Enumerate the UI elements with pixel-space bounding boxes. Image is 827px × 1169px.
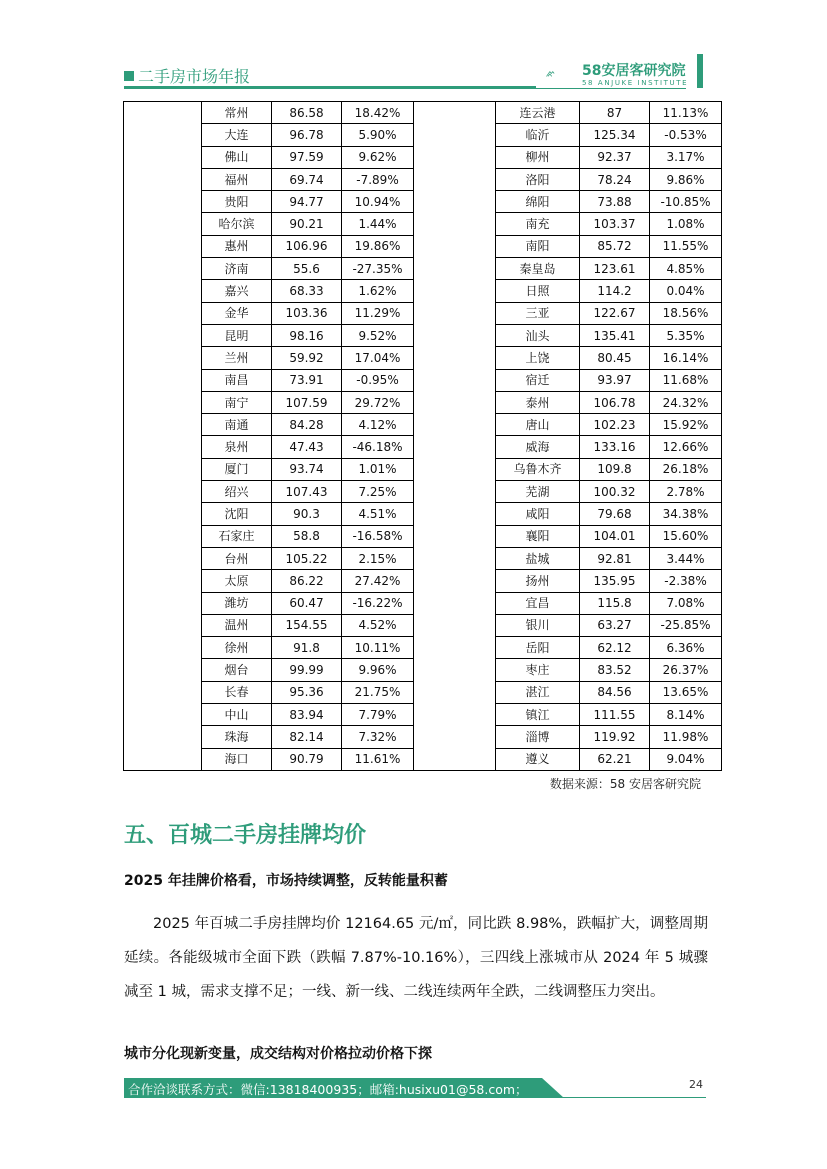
blank-cell xyxy=(124,213,202,235)
price-cell: 84.28 xyxy=(272,414,342,436)
price-cell: 90.3 xyxy=(272,503,342,525)
city-cell: 宿迁 xyxy=(496,369,580,391)
price-cell: 60.47 xyxy=(272,592,342,614)
price-cell: 87 xyxy=(580,102,650,124)
header-divider-thin xyxy=(536,88,686,89)
price-cell: 86.58 xyxy=(272,102,342,124)
footer-divider xyxy=(560,1097,706,1098)
change-cell: 1.62% xyxy=(342,280,414,302)
price-cell: 114.2 xyxy=(580,280,650,302)
city-cell: 潍坊 xyxy=(202,592,272,614)
city-cell: 芜湖 xyxy=(496,481,580,503)
change-cell: 4.85% xyxy=(650,258,722,280)
city-cell: 绍兴 xyxy=(202,481,272,503)
blank-cell xyxy=(124,302,202,324)
table-row xyxy=(124,637,722,659)
blank-cell xyxy=(124,369,202,391)
body-paragraph: 2025 年百城二手房挂牌均价 12164.65 元/㎡，同比跌 8.98%，跌幅扩大，调整周期延续。各能级城市全面下跌（跌幅 7.87%-10.16%），三四线上涨城市从 2024 年 5 城骤减至 1 城，需求支撑不足；一线、新一线、二线连续两年全跌，二线调整压力突出。 xyxy=(124,916,708,1000)
table-row xyxy=(124,191,722,213)
city-cell: 咸阳 xyxy=(496,503,580,525)
blank-cell xyxy=(124,570,202,592)
city-cell: 佛山 xyxy=(202,146,272,168)
blank-cell xyxy=(124,704,202,726)
city-cell: 南宁 xyxy=(202,391,272,413)
table-row xyxy=(124,436,722,458)
change-cell: 26.37% xyxy=(650,659,722,681)
report-title xyxy=(124,64,250,87)
change-cell: 3.44% xyxy=(650,547,722,569)
change-cell: 9.96% xyxy=(342,659,414,681)
logo-icon xyxy=(546,60,582,88)
blank-cell xyxy=(414,280,496,302)
blank-cell xyxy=(124,503,202,525)
price-cell: 69.74 xyxy=(272,168,342,190)
change-cell: 11.29% xyxy=(342,302,414,324)
table-row xyxy=(124,458,722,480)
price-cell: 103.36 xyxy=(272,302,342,324)
change-cell: -16.58% xyxy=(342,525,414,547)
change-cell: 26.18% xyxy=(650,458,722,480)
blank-cell xyxy=(414,659,496,681)
blank-cell xyxy=(414,637,496,659)
price-cell: 93.74 xyxy=(272,458,342,480)
city-cell: 洛阳 xyxy=(496,168,580,190)
blank-cell xyxy=(414,681,496,703)
city-cell: 贵阳 xyxy=(202,191,272,213)
price-cell: 58.8 xyxy=(272,525,342,547)
city-cell: 南昌 xyxy=(202,369,272,391)
change-cell: 6.36% xyxy=(650,637,722,659)
city-cell: 唐山 xyxy=(496,414,580,436)
change-cell: 7.32% xyxy=(342,726,414,748)
title-square-icon xyxy=(124,71,134,81)
change-cell: 7.79% xyxy=(342,704,414,726)
change-cell: 3.17% xyxy=(650,146,722,168)
price-cell: 47.43 xyxy=(272,436,342,458)
blank-cell xyxy=(124,614,202,636)
change-cell: 0.04% xyxy=(650,280,722,302)
table-row xyxy=(124,503,722,525)
blank-cell xyxy=(124,146,202,168)
city-cell: 石家庄 xyxy=(202,525,272,547)
blank-cell xyxy=(124,235,202,257)
price-cell: 96.78 xyxy=(272,124,342,146)
table-row xyxy=(124,213,722,235)
city-cell: 泉州 xyxy=(202,436,272,458)
blank-cell xyxy=(414,436,496,458)
logo-name: 58安居客研究院 xyxy=(582,63,686,79)
blank-cell xyxy=(414,235,496,257)
price-cell: 107.43 xyxy=(272,481,342,503)
city-cell: 台州 xyxy=(202,547,272,569)
price-cell: 86.22 xyxy=(272,570,342,592)
data-source: 数据来源：58 安居客研究院 xyxy=(549,777,701,791)
blank-cell xyxy=(124,324,202,346)
table-row xyxy=(124,102,722,124)
change-cell: 9.86% xyxy=(650,168,722,190)
change-cell: 4.12% xyxy=(342,414,414,436)
change-cell: 5.90% xyxy=(342,124,414,146)
price-cell: 154.55 xyxy=(272,614,342,636)
city-price-table xyxy=(123,101,722,771)
city-cell: 哈尔滨 xyxy=(202,213,272,235)
change-cell: 1.01% xyxy=(342,458,414,480)
city-cell: 海口 xyxy=(202,748,272,770)
city-cell: 兰州 xyxy=(202,347,272,369)
blank-cell xyxy=(124,547,202,569)
city-cell: 烟台 xyxy=(202,659,272,681)
price-cell: 92.37 xyxy=(580,146,650,168)
table-row xyxy=(124,614,722,636)
price-cell: 95.36 xyxy=(272,681,342,703)
city-cell: 济南 xyxy=(202,258,272,280)
price-cell: 93.97 xyxy=(580,369,650,391)
change-cell: -46.18% xyxy=(342,436,414,458)
change-cell: 7.25% xyxy=(342,481,414,503)
blank-cell xyxy=(124,391,202,413)
city-cell: 沈阳 xyxy=(202,503,272,525)
city-cell: 常州 xyxy=(202,102,272,124)
table-row xyxy=(124,280,722,302)
city-cell: 临沂 xyxy=(496,124,580,146)
blank-cell xyxy=(414,570,496,592)
price-cell: 90.79 xyxy=(272,748,342,770)
blank-cell xyxy=(124,191,202,213)
change-cell: 11.68% xyxy=(650,369,722,391)
price-cell: 59.92 xyxy=(272,347,342,369)
table-row xyxy=(124,235,722,257)
city-cell: 威海 xyxy=(496,436,580,458)
price-cell: 105.22 xyxy=(272,547,342,569)
price-cell: 123.61 xyxy=(580,258,650,280)
city-cell: 惠州 xyxy=(202,235,272,257)
blank-cell xyxy=(414,458,496,480)
change-cell: 18.42% xyxy=(342,102,414,124)
city-cell: 太原 xyxy=(202,570,272,592)
blank-cell xyxy=(124,592,202,614)
city-cell: 湛江 xyxy=(496,681,580,703)
change-cell: 7.08% xyxy=(650,592,722,614)
table-row xyxy=(124,726,722,748)
city-cell: 日照 xyxy=(496,280,580,302)
city-cell: 秦皇岛 xyxy=(496,258,580,280)
price-cell: 78.24 xyxy=(580,168,650,190)
blank-cell xyxy=(414,414,496,436)
blank-cell xyxy=(414,124,496,146)
change-cell: 21.75% xyxy=(342,681,414,703)
table-row xyxy=(124,324,722,346)
blank-cell xyxy=(124,414,202,436)
blank-cell xyxy=(414,258,496,280)
blank-cell xyxy=(124,659,202,681)
price-cell: 97.59 xyxy=(272,146,342,168)
table-row xyxy=(124,414,722,436)
blank-cell xyxy=(124,436,202,458)
change-cell: -7.89% xyxy=(342,168,414,190)
city-cell: 枣庄 xyxy=(496,659,580,681)
price-cell: 99.99 xyxy=(272,659,342,681)
blank-cell xyxy=(414,347,496,369)
price-cell: 104.01 xyxy=(580,525,650,547)
city-cell: 宜昌 xyxy=(496,592,580,614)
subheading-2: 城市分化现新变量，成交结构对价格拉动价格下探 xyxy=(124,1046,432,1062)
section-title: 五、百城二手房挂牌均价 xyxy=(124,823,367,848)
price-cell: 68.33 xyxy=(272,280,342,302)
city-cell: 襄阳 xyxy=(496,525,580,547)
blank-cell xyxy=(414,369,496,391)
table-row xyxy=(124,659,722,681)
table-row xyxy=(124,391,722,413)
change-cell: 17.04% xyxy=(342,347,414,369)
change-cell: -25.85% xyxy=(650,614,722,636)
change-cell: 16.14% xyxy=(650,347,722,369)
price-cell: 90.21 xyxy=(272,213,342,235)
blank-cell xyxy=(124,481,202,503)
change-cell: 18.56% xyxy=(650,302,722,324)
city-cell: 乌鲁木齐 xyxy=(496,458,580,480)
blank-cell xyxy=(414,213,496,235)
change-cell: 24.32% xyxy=(650,391,722,413)
change-cell: 12.66% xyxy=(650,436,722,458)
city-cell: 盐城 xyxy=(496,547,580,569)
change-cell: 19.86% xyxy=(342,235,414,257)
price-cell: 100.32 xyxy=(580,481,650,503)
blank-cell xyxy=(124,637,202,659)
table-row xyxy=(124,302,722,324)
table-row xyxy=(124,592,722,614)
change-cell: 11.61% xyxy=(342,748,414,770)
blank-cell xyxy=(124,124,202,146)
blank-cell xyxy=(124,681,202,703)
blank-cell xyxy=(414,614,496,636)
blank-cell xyxy=(124,458,202,480)
blank-cell xyxy=(414,302,496,324)
change-cell: 9.52% xyxy=(342,324,414,346)
table-row xyxy=(124,347,722,369)
change-cell: 9.04% xyxy=(650,748,722,770)
price-cell: 80.45 xyxy=(580,347,650,369)
change-cell: 11.55% xyxy=(650,235,722,257)
price-cell: 135.41 xyxy=(580,324,650,346)
table-row xyxy=(124,748,722,770)
price-cell: 103.37 xyxy=(580,213,650,235)
blank-cell xyxy=(414,481,496,503)
price-cell: 83.94 xyxy=(272,704,342,726)
change-cell: 11.13% xyxy=(650,102,722,124)
blank-cell xyxy=(414,726,496,748)
blank-cell xyxy=(414,748,496,770)
change-cell: -16.22% xyxy=(342,592,414,614)
city-cell: 福州 xyxy=(202,168,272,190)
change-cell: 10.11% xyxy=(342,637,414,659)
table-row xyxy=(124,146,722,168)
price-cell: 62.21 xyxy=(580,748,650,770)
city-cell: 长春 xyxy=(202,681,272,703)
change-cell: 2.15% xyxy=(342,547,414,569)
city-cell: 镇江 xyxy=(496,704,580,726)
blank-cell xyxy=(414,191,496,213)
blank-cell xyxy=(124,726,202,748)
price-cell: 102.23 xyxy=(580,414,650,436)
price-cell: 109.8 xyxy=(580,458,650,480)
change-cell: 8.14% xyxy=(650,704,722,726)
table-row xyxy=(124,481,722,503)
city-cell: 大连 xyxy=(202,124,272,146)
blank-cell xyxy=(414,503,496,525)
change-cell: 2.78% xyxy=(650,481,722,503)
change-cell: 29.72% xyxy=(342,391,414,413)
change-cell: 1.44% xyxy=(342,213,414,235)
blank-cell xyxy=(414,102,496,124)
report-title-text: 二手房市场年报 xyxy=(138,67,251,86)
table-row xyxy=(124,704,722,726)
price-cell: 125.34 xyxy=(580,124,650,146)
change-cell: 11.98% xyxy=(650,726,722,748)
city-cell: 遵义 xyxy=(496,748,580,770)
price-cell: 79.68 xyxy=(580,503,650,525)
price-cell: 115.8 xyxy=(580,592,650,614)
change-cell: -2.38% xyxy=(650,570,722,592)
price-cell: 122.67 xyxy=(580,302,650,324)
city-cell: 中山 xyxy=(202,704,272,726)
change-cell: 9.62% xyxy=(342,146,414,168)
blank-cell xyxy=(414,168,496,190)
city-cell: 连云港 xyxy=(496,102,580,124)
city-cell: 南通 xyxy=(202,414,272,436)
price-cell: 106.96 xyxy=(272,235,342,257)
blank-cell xyxy=(124,748,202,770)
price-cell: 133.16 xyxy=(580,436,650,458)
city-cell: 汕头 xyxy=(496,324,580,346)
city-cell: 厦门 xyxy=(202,458,272,480)
blank-cell xyxy=(124,525,202,547)
blank-cell xyxy=(414,391,496,413)
change-cell: -27.35% xyxy=(342,258,414,280)
city-cell: 淄博 xyxy=(496,726,580,748)
table-row xyxy=(124,547,722,569)
city-cell: 扬州 xyxy=(496,570,580,592)
blank-cell xyxy=(124,347,202,369)
change-cell: -0.95% xyxy=(342,369,414,391)
change-cell: 4.52% xyxy=(342,614,414,636)
blank-cell xyxy=(414,704,496,726)
city-cell: 上饶 xyxy=(496,347,580,369)
city-cell: 柳州 xyxy=(496,146,580,168)
blank-cell xyxy=(414,547,496,569)
change-cell: -0.53% xyxy=(650,124,722,146)
change-cell: 27.42% xyxy=(342,570,414,592)
city-cell: 嘉兴 xyxy=(202,280,272,302)
city-cell: 岳阳 xyxy=(496,637,580,659)
price-cell: 73.88 xyxy=(580,191,650,213)
change-cell: 4.51% xyxy=(342,503,414,525)
table-row xyxy=(124,369,722,391)
price-cell: 135.95 xyxy=(580,570,650,592)
blank-cell xyxy=(124,168,202,190)
change-cell: 15.92% xyxy=(650,414,722,436)
price-cell: 55.6 xyxy=(272,258,342,280)
price-cell: 82.14 xyxy=(272,726,342,748)
city-cell: 泰州 xyxy=(496,391,580,413)
price-cell: 107.59 xyxy=(272,391,342,413)
change-cell: -10.85% xyxy=(650,191,722,213)
header-divider xyxy=(124,86,536,89)
blank-cell xyxy=(414,525,496,547)
table-row xyxy=(124,168,722,190)
blank-cell xyxy=(124,258,202,280)
price-cell: 98.16 xyxy=(272,324,342,346)
price-cell: 119.92 xyxy=(580,726,650,748)
table-row xyxy=(124,570,722,592)
change-cell: 13.65% xyxy=(650,681,722,703)
city-cell: 银川 xyxy=(496,614,580,636)
city-cell: 徐州 xyxy=(202,637,272,659)
price-cell: 84.56 xyxy=(580,681,650,703)
logo-subtitle: 58 ANJUKE INSTITUTE xyxy=(582,79,689,87)
blank-cell xyxy=(414,324,496,346)
change-cell: 15.60% xyxy=(650,525,722,547)
city-cell: 温州 xyxy=(202,614,272,636)
change-cell: 5.35% xyxy=(650,324,722,346)
blank-cell xyxy=(124,280,202,302)
city-cell: 昆明 xyxy=(202,324,272,346)
price-cell: 62.12 xyxy=(580,637,650,659)
logo-bar xyxy=(697,54,703,88)
table-row xyxy=(124,525,722,547)
price-cell: 63.27 xyxy=(580,614,650,636)
city-cell: 金华 xyxy=(202,302,272,324)
price-cell: 106.78 xyxy=(580,391,650,413)
table-row xyxy=(124,681,722,703)
city-cell: 南阳 xyxy=(496,235,580,257)
city-cell: 南充 xyxy=(496,213,580,235)
city-cell: 三亚 xyxy=(496,302,580,324)
city-cell: 绵阳 xyxy=(496,191,580,213)
price-cell: 94.77 xyxy=(272,191,342,213)
city-cell: 珠海 xyxy=(202,726,272,748)
price-cell: 73.91 xyxy=(272,369,342,391)
table-row xyxy=(124,258,722,280)
price-cell: 92.81 xyxy=(580,547,650,569)
change-cell: 1.08% xyxy=(650,213,722,235)
subheading: 2025 年挂牌价格看，市场持续调整，反转能量积蓄 xyxy=(124,873,448,889)
price-cell: 85.72 xyxy=(580,235,650,257)
change-cell: 34.38% xyxy=(650,503,722,525)
footer-contact: 合作洽谈联系方式：微信:13818400935；邮箱:husixu01@58.com； xyxy=(128,1082,528,1097)
price-cell: 83.52 xyxy=(580,659,650,681)
price-cell: 91.8 xyxy=(272,637,342,659)
blank-cell xyxy=(414,146,496,168)
blank-cell xyxy=(414,592,496,614)
page-number: 24 xyxy=(689,1078,703,1091)
price-cell: 111.55 xyxy=(580,704,650,726)
change-cell: 10.94% xyxy=(342,191,414,213)
blank-cell xyxy=(124,102,202,124)
table-row xyxy=(124,124,722,146)
